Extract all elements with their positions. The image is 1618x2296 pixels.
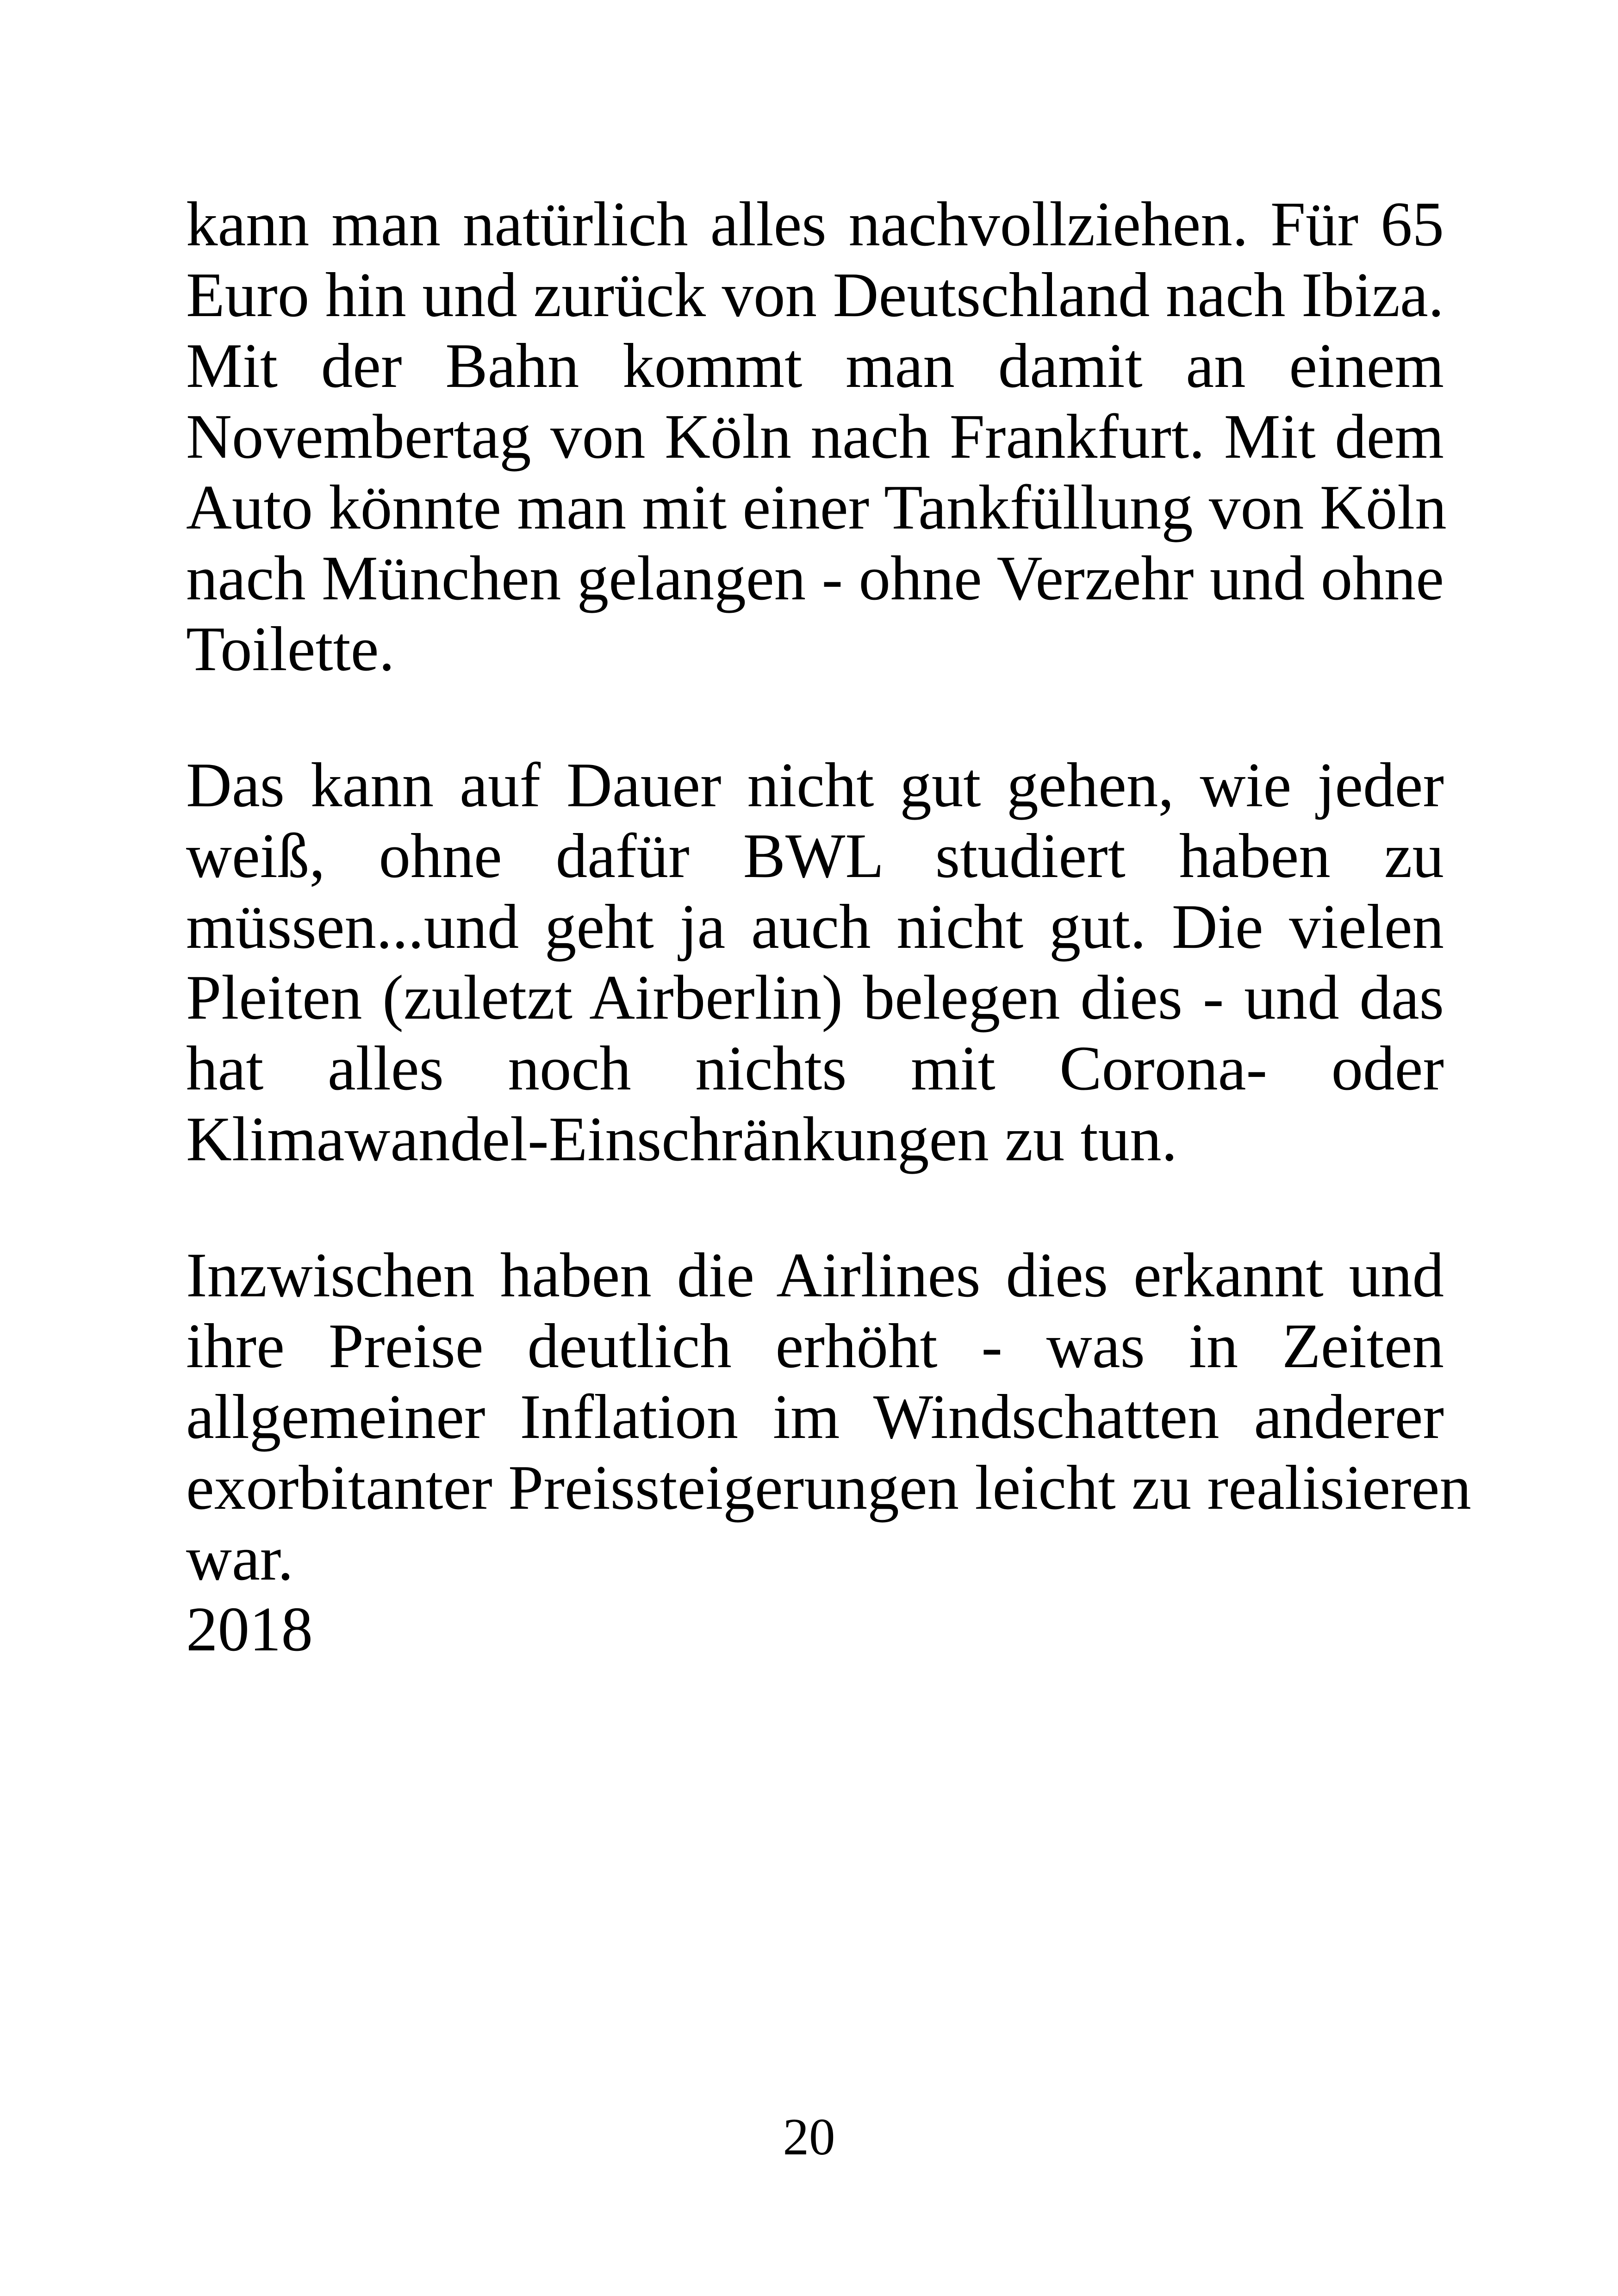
text-line: allgemeiner Inflation im Windschatten anderer [186,1381,1444,1452]
paragraph-3 [186,1240,1471,1594]
text-line: Auto könnte man mit einer Tankfüllung von Köln [186,472,1447,542]
text-line: müssen...und geht ja auch nicht gut. Die vielen [186,891,1444,962]
text-line: war. [186,1523,294,1593]
text-line: kann man natürlich alles nachvollziehen. Für 65 [186,189,1444,259]
text-line: hat alles noch nichts mit Corona- oder [186,1033,1444,1103]
year-line: 2018 [186,1594,313,1664]
text-line: Euro hin und zurück von Deutschland nach Ibiza. [186,260,1444,330]
paragraph-2 [186,750,1444,1175]
text-line: Toilette. [186,614,395,684]
text-line: exorbitanter Preissteigerungen leicht zu realisieren [186,1452,1471,1523]
text-line: weiß, ohne dafür BWL studiert haben zu [186,821,1444,891]
paragraph-1 [186,189,1447,684]
page-number: 20 [783,2108,835,2166]
text-line: nach München gelangen - ohne Verzehr und ohne [186,543,1444,613]
text-line: ihre Preise deutlich erhöht - was in Zeiten [186,1311,1444,1381]
text-line: Das kann auf Dauer nicht gut gehen, wie jeder [186,750,1444,820]
text-line: Pleiten (zuletzt Airberlin) belegen dies - und das [186,962,1444,1033]
text-line: Klimawandel-Einschränkungen zu tun. [186,1104,1177,1174]
text-line: Novembertag von Köln nach Frankfurt. Mit dem [186,401,1444,472]
text-line: Mit der Bahn kommt man damit an einem [186,330,1444,401]
text-line: Inzwischen haben die Airlines dies erkannt und [186,1240,1444,1310]
